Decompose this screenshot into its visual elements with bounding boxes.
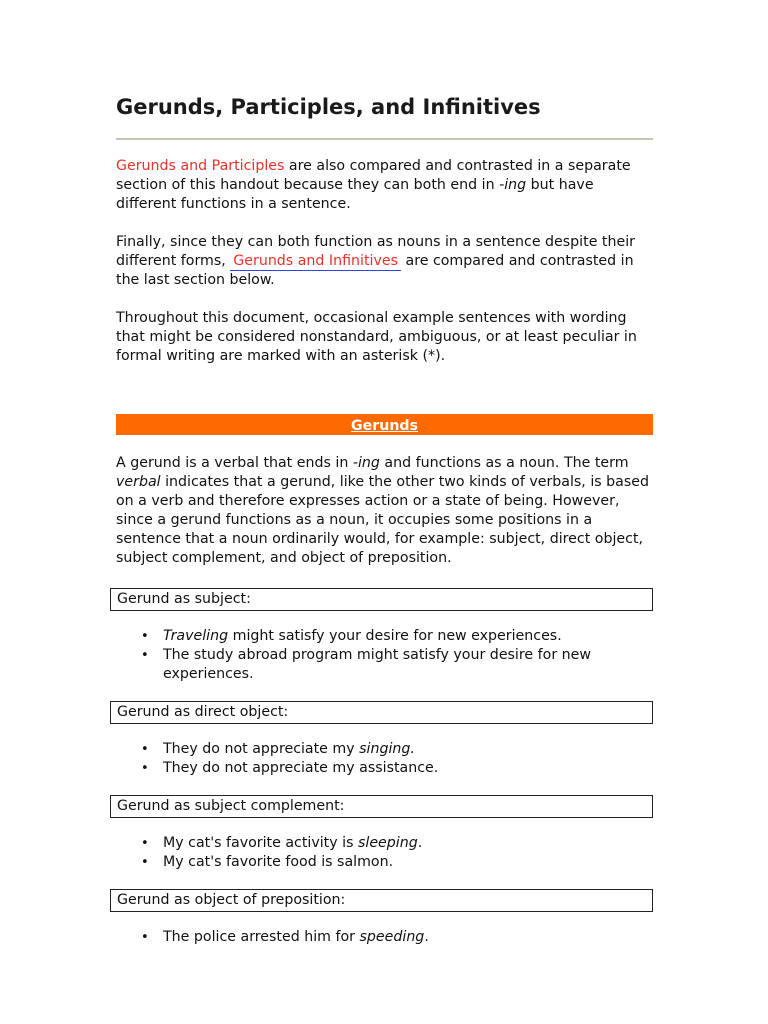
list-item: • My cat's favorite food is salmon. — [163, 853, 656, 872]
section-header-gerunds — [116, 414, 653, 435]
intro-p2-text-b: are compared and contrasted in the last section below. — [116, 253, 634, 288]
list-item: • They do not appreciate my assistance. — [163, 759, 656, 778]
example-list-subject-complement — [116, 834, 656, 872]
list-item — [163, 740, 656, 759]
example-text-after: . — [417, 835, 423, 851]
def-ing: -ing — [352, 455, 380, 471]
gerund-definition — [116, 454, 656, 568]
example-em: singing. — [359, 741, 415, 757]
intro-p1-text-a: are also compared and contrasted in a separate section of this handout because they can both end in — [116, 158, 631, 193]
page-title: Gerunds, Participles, and Infinitives — [116, 95, 541, 119]
title-divider — [116, 138, 653, 140]
intro-p1-ing: -ing — [499, 177, 527, 193]
section-title-gerunds[interactable]: Gerunds — [350, 418, 419, 434]
list-item: • The study abroad program might satisfy your desire for new experiences. — [163, 646, 656, 684]
gerunds-infinitives-link[interactable]: Gerunds and Infinitives — [230, 253, 401, 271]
label-box-gerund-as-object-of-preposition: Gerund as object of preposition: — [110, 889, 653, 912]
list-item — [163, 834, 656, 853]
list-item — [163, 928, 656, 947]
example-text-after: . — [424, 929, 429, 945]
example-list-subject — [116, 627, 656, 684]
example-em: speeding — [359, 929, 425, 945]
intro-paragraph-1 — [116, 157, 656, 214]
def-text-c: indicates that a gerund, like the other two kinds of verbals, is based on a verb and therefore expresses action or a state of being. However, since a gerund functions as a noun, it occupies some positions in a sentence that a noun ordinarily would, for example: subject, direct object, subject complement, and object of preposition. — [116, 474, 649, 566]
intro-paragraph-3: Throughout this document, occasional example sentences with wording that might be considered nonstandard, ambiguous, or at least peculiar in formal writing are marked with an asterisk (*). — [116, 310, 637, 364]
def-text-b: and functions as a noun. The term — [379, 455, 629, 471]
intro-paragraph-2 — [116, 233, 656, 290]
label-box-gerund-as-subject-complement: Gerund as subject complement: — [110, 795, 653, 818]
example-em: sleeping — [358, 835, 418, 851]
example-em: Traveling — [163, 628, 229, 644]
list-item — [163, 627, 656, 646]
example-text: They do not appreciate my — [163, 741, 360, 757]
example-text: My cat's favorite activity is — [163, 835, 358, 851]
example-list-direct-object — [116, 740, 656, 778]
def-text-a: A gerund is a verbal that ends in — [116, 455, 353, 471]
label-box-gerund-as-direct-object: Gerund as direct object: — [110, 701, 653, 724]
example-list-object-of-preposition — [116, 928, 656, 947]
label-box-gerund-as-subject: Gerund as subject: — [110, 588, 653, 611]
intro-p2-text-a: Finally, since they can both function as nouns in a sentence despite their different forms, — [116, 234, 635, 269]
example-text: The police arrested him for — [163, 929, 360, 945]
def-verbal: verbal — [116, 474, 161, 490]
example-text: might satisfy your desire for new experiences. — [228, 628, 562, 644]
gerunds-participles-link[interactable]: Gerunds and Participles — [116, 158, 285, 174]
intro-p1-text-b: but have different functions in a sentence. — [116, 177, 594, 212]
document-page — [116, 92, 656, 947]
